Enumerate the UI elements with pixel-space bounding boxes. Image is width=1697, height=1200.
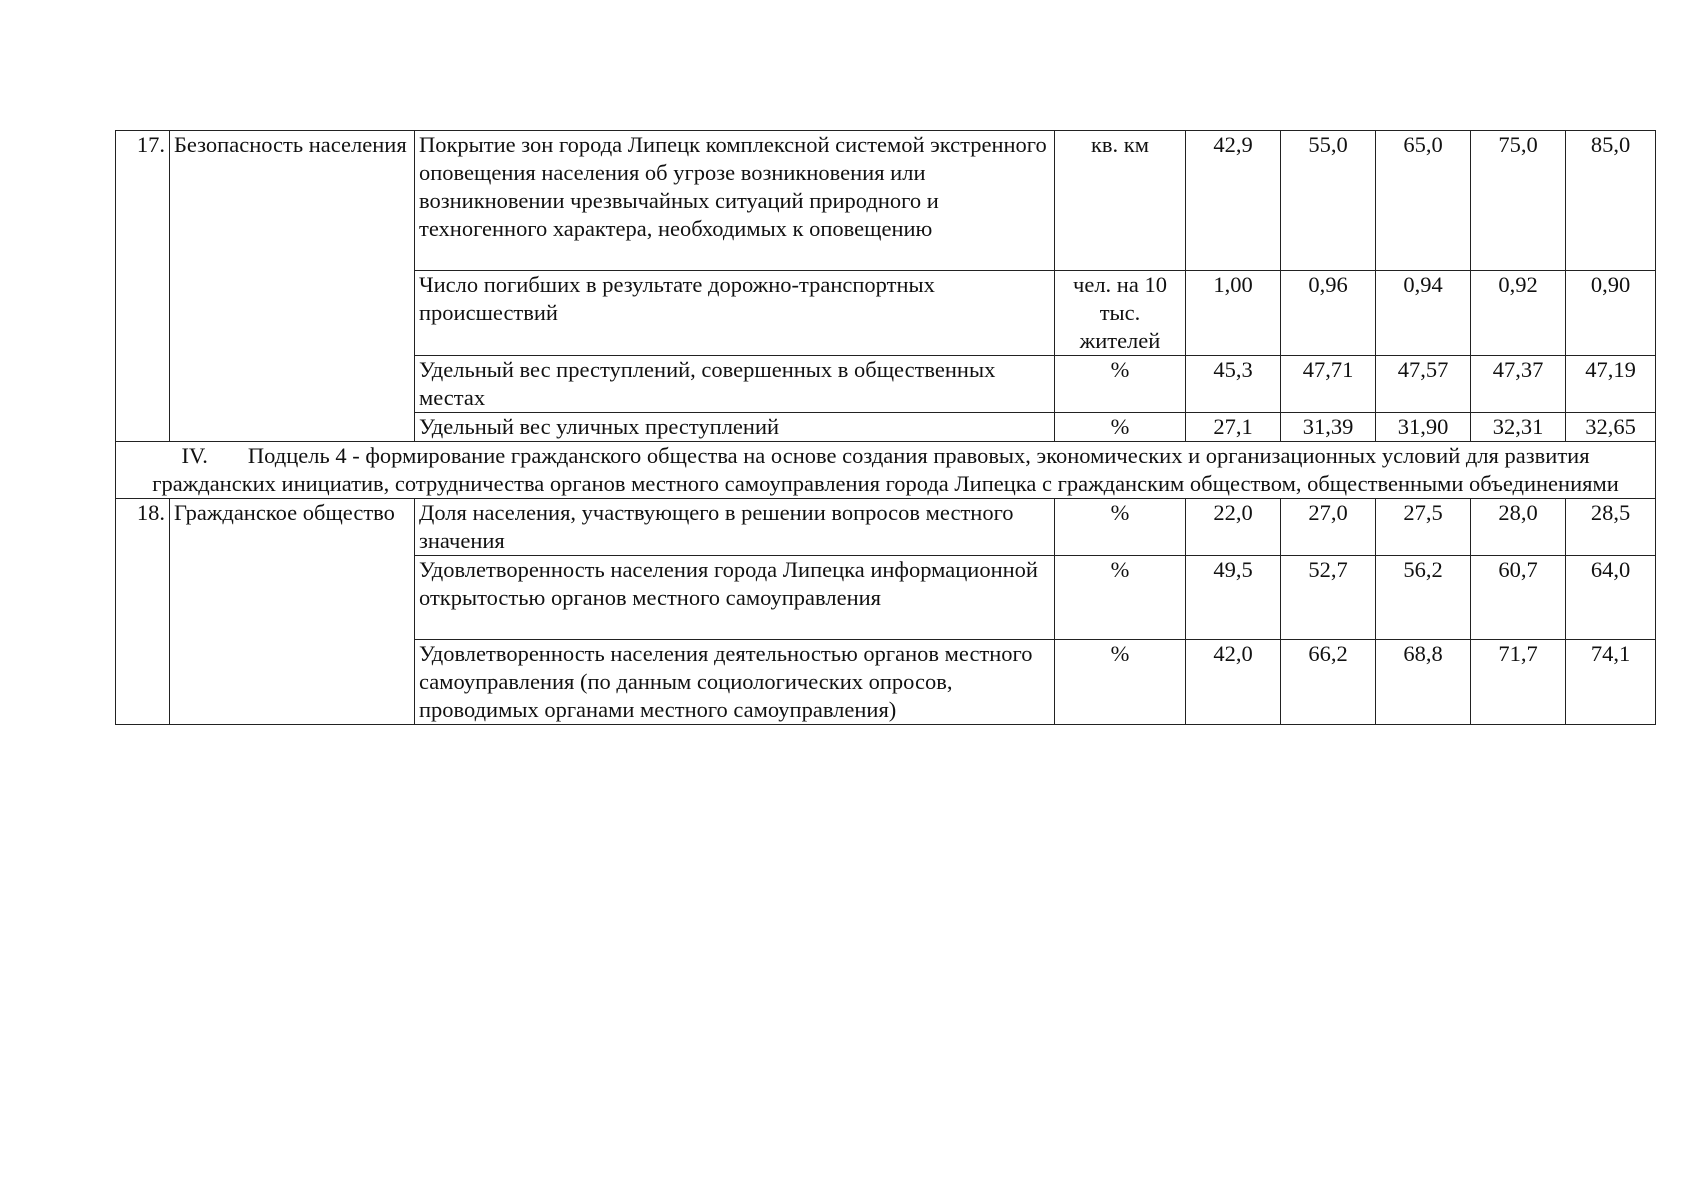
value-cell: 75,0 bbox=[1471, 131, 1566, 271]
value-cell: 65,0 bbox=[1376, 131, 1471, 271]
value-cell: 31,39 bbox=[1281, 413, 1376, 442]
value-cell: 66,2 bbox=[1281, 640, 1376, 725]
row-number: 18. bbox=[116, 499, 170, 725]
unit-cell: % bbox=[1055, 413, 1186, 442]
value-cell: 55,0 bbox=[1281, 131, 1376, 271]
unit-cell: % bbox=[1055, 640, 1186, 725]
indicator-cell: Удовлетворенность населения города Липецка информационной открытостью органов местного самоуправления bbox=[415, 556, 1055, 640]
value-cell: 47,57 bbox=[1376, 356, 1471, 413]
value-cell: 85,0 bbox=[1566, 131, 1656, 271]
unit-cell: % bbox=[1055, 356, 1186, 413]
value-cell: 52,7 bbox=[1281, 556, 1376, 640]
category-cell: Безопасность населения bbox=[170, 131, 415, 442]
unit-cell: чел. на 10 тыс. жителей bbox=[1055, 271, 1186, 356]
value-cell: 31,90 bbox=[1376, 413, 1471, 442]
indicator-cell: Число погибших в результате дорожно-транспортных происшествий bbox=[415, 271, 1055, 356]
value-cell: 49,5 bbox=[1186, 556, 1281, 640]
table-row bbox=[116, 499, 1656, 556]
section-number: IV. bbox=[181, 443, 208, 468]
table-row bbox=[116, 131, 1656, 271]
value-cell: 74,1 bbox=[1566, 640, 1656, 725]
value-cell: 27,1 bbox=[1186, 413, 1281, 442]
value-cell: 47,37 bbox=[1471, 356, 1566, 413]
section-heading bbox=[116, 442, 1656, 499]
section-text: Подцель 4 - формирование гражданского общества на основе создания правовых, экономических и организационных условий для развития гражданских инициатив, сотрудничества органов местного самоуправления города Липецка с гражданским обществом, общественными объединениями bbox=[152, 443, 1619, 496]
value-cell: 28,5 bbox=[1566, 499, 1656, 556]
unit-cell: % bbox=[1055, 499, 1186, 556]
section-row bbox=[116, 442, 1656, 499]
unit-cell: % bbox=[1055, 556, 1186, 640]
indicator-cell: Доля населения, участвующего в решении вопросов местного значения bbox=[415, 499, 1055, 556]
value-cell: 32,31 bbox=[1471, 413, 1566, 442]
indicator-cell: Покрытие зон города Липецк комплексной системой экстренного оповещения населения об угрозе возникновения или возникновении чрезвычайных ситуаций природного и техногенного характера, необходимых к оповещению bbox=[415, 131, 1055, 271]
value-cell: 22,0 bbox=[1186, 499, 1281, 556]
value-cell: 0,96 bbox=[1281, 271, 1376, 356]
value-cell: 28,0 bbox=[1471, 499, 1566, 556]
value-cell: 32,65 bbox=[1566, 413, 1656, 442]
indicator-cell: Удовлетворенность населения деятельностью органов местного самоуправления (по данным социологических опросов, проводимых органами местного самоуправления) bbox=[415, 640, 1055, 725]
value-cell: 68,8 bbox=[1376, 640, 1471, 725]
value-cell: 1,00 bbox=[1186, 271, 1281, 356]
row-number: 17. bbox=[116, 131, 170, 442]
value-cell: 0,92 bbox=[1471, 271, 1566, 356]
value-cell: 42,0 bbox=[1186, 640, 1281, 725]
value-cell: 0,94 bbox=[1376, 271, 1471, 356]
value-cell: 27,5 bbox=[1376, 499, 1471, 556]
value-cell: 60,7 bbox=[1471, 556, 1566, 640]
value-cell: 71,7 bbox=[1471, 640, 1566, 725]
indicators-table bbox=[115, 130, 1656, 725]
indicator-cell: Удельный вес уличных преступлений bbox=[415, 413, 1055, 442]
value-cell: 45,3 bbox=[1186, 356, 1281, 413]
value-cell: 64,0 bbox=[1566, 556, 1656, 640]
indicator-cell: Удельный вес преступлений, совершенных в общественных местах bbox=[415, 356, 1055, 413]
value-cell: 42,9 bbox=[1186, 131, 1281, 271]
value-cell: 56,2 bbox=[1376, 556, 1471, 640]
value-cell: 47,19 bbox=[1566, 356, 1656, 413]
category-cell: Гражданское общество bbox=[170, 499, 415, 725]
value-cell: 0,90 bbox=[1566, 271, 1656, 356]
value-cell: 47,71 bbox=[1281, 356, 1376, 413]
value-cell: 27,0 bbox=[1281, 499, 1376, 556]
unit-cell: кв. км bbox=[1055, 131, 1186, 271]
